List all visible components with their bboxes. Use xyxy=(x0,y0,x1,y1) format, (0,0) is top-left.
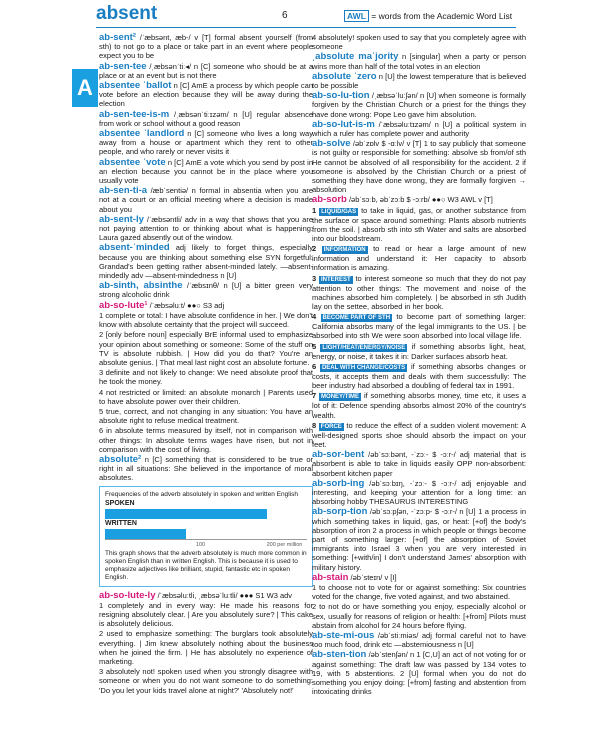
dictionary-entry xyxy=(312,244,526,272)
sense-label: LIGHT/HEAT/ENERGY/NOISE xyxy=(322,344,406,351)
dictionary-entry xyxy=(312,274,526,312)
dictionary-entry xyxy=(99,591,313,600)
entry-headword: absentee ˈballot xyxy=(99,80,172,92)
dictionary-entry xyxy=(312,342,526,361)
entry-definition: /æbˈsentiə/ n formal in absentia when you are not at a court or an official meeting where a decision is made about you xyxy=(99,186,313,214)
dictionary-entry xyxy=(99,129,313,157)
entry-definition: 5 true, correct, and not changing in any situation: You have an absolute right to refuse medical treatment. xyxy=(99,406,313,426)
entry-definition: /əbˈstiːmiəs/ adj formal careful not to have too much food, drink etc —abstemiousness n [U] xyxy=(312,630,526,650)
entry-definition: /ˈæbsəluːt/ ●●○ S3 adj xyxy=(149,300,225,310)
entry-definition: /əbˈsɔːb, əbˈzɔːb $ -ɔːrb/ ●●○ W3 AWL v [T] xyxy=(348,195,493,205)
entry-headword: ab-ste-mi-ous xyxy=(312,629,375,641)
page-number: 6 xyxy=(282,10,288,21)
entry-definition: /əbˈstenʃən/ n 1 [C,U] an act of not voting for or against something: The draft law was passed by 134 votes to 19, with 5 abstentions. 2 [U] formal when you do not do something you enjoy doing: [+from] fasting and abstention from intoxicating drinks xyxy=(312,650,526,697)
sense-label: DEAL WITH CHANGE/COSTS xyxy=(321,364,406,371)
sense-label: BECOME PART OF STH xyxy=(322,315,391,322)
entry-headword: ab-sorb-ing xyxy=(312,477,365,489)
dictionary-entry xyxy=(312,72,526,90)
entry-headword: ˌabsolute maˈjority xyxy=(312,51,399,63)
entry-definition: /ˈæbsəluːtɪzəm/ n [U] a political system in which a ruler has complete power and authority xyxy=(312,119,526,139)
entry-headword: ab-sorb xyxy=(312,194,347,206)
sense-number: 2 xyxy=(312,244,317,254)
entry-definition: 3 definite and not likely to change: We need absolute proof that he took the money. xyxy=(99,368,313,387)
entry-headword: absolute ˈzero xyxy=(312,70,377,82)
dictionary-entry xyxy=(312,650,526,696)
dictionary-entry xyxy=(99,426,313,454)
entry-definition: n [U] the lowest temperature that is believed to be possible xyxy=(312,71,526,91)
dictionary-entry xyxy=(312,631,526,649)
sense-number: 8 xyxy=(312,420,317,430)
entry-definition: 2 to not do or have something you enjoy, especially alcohol or sex, usually for reasons of religion or health: [+from] Pilots must abstain from alcohol for 24 hours before flying. xyxy=(312,602,526,630)
entry-definition: n [C] something that is considered to be true or right in all situations: She believed in the importance of moral absolutes. xyxy=(99,454,313,483)
entry-definition: adj likely to forget things, especially because you are thinking about something else SYN forgetful: Grandad's been getting rather absent-minded lately. —absent-mindedly adv —absent-mindedness n [U] xyxy=(99,243,314,281)
frequency-note: This graph shows that the adverb absolutely is much more common in spoken English than in written English. This is because it is used to emphasize adjectives like brilliant, stupid, fantastic etc in spoken English. xyxy=(105,549,307,581)
entry-definition: /əbˈsɔːbənt, -ˈzɔː- $ -ɔːr-/ adj material that is absorbent is able to take in liquids easily OPP non-absorbent: absorbent kitchen paper xyxy=(312,450,526,478)
dictionary-entry xyxy=(99,215,313,243)
entry-headword: absentee ˈlandlord xyxy=(99,128,185,140)
page-header xyxy=(0,0,600,26)
dictionary-entry xyxy=(312,391,526,419)
dictionary-entry xyxy=(99,281,313,299)
dictionary-entry xyxy=(312,573,526,582)
entry-definition: /ˌæbsəˈluːʃən/ n [U] when someone is formally forgiven by the Christian Church or a priest for the things they have done wrong: Pope Leo gave him absolution. xyxy=(312,91,526,119)
entry-headword: absent-ˈminded xyxy=(99,242,170,254)
dictionary-entry xyxy=(99,388,313,406)
left-tail-entries xyxy=(99,591,313,695)
entry-definition: /əbˈsɔːpʃən, -ˈzɔːp- $ -ɔːr-/ n [U] 1 a process in which something takes in liquid, gas, or heat: [+of] the body's absorption of iron 2 a process in which people or things become part of something larger: [+of] the absorption of Soviet immigrants into Israel 3 when you are very interested in something: [+with/in] I don't understand James' absorption with military history. xyxy=(312,507,526,572)
dictionary-entry xyxy=(312,33,526,51)
entry-headword: ab-sent-ly xyxy=(99,213,144,225)
dictionary-entry xyxy=(312,52,526,70)
sense-number: 4 xyxy=(312,312,317,322)
dictionary-entry xyxy=(312,91,526,119)
entry-definition: /əbˈsteɪn/ v [I] xyxy=(350,572,397,582)
right-entries xyxy=(312,33,526,696)
dictionary-entry xyxy=(99,667,313,695)
side-letter-tab: A xyxy=(72,69,98,107)
entry-headword: ab-so-lute-ly xyxy=(99,589,156,601)
entry-definition: if something absorbs money, time etc, it uses a lot of it: Defence spending absorbs almost 20% of the country's wealth. xyxy=(312,391,526,420)
frequency-axis xyxy=(105,539,307,550)
sense-number: 7 xyxy=(312,391,317,401)
dictionary-entry xyxy=(99,311,313,329)
axis-tick: 100 xyxy=(195,541,206,548)
dictionary-entry xyxy=(312,450,526,478)
dictionary-entry xyxy=(99,186,313,214)
entry-definition: 4 absolutely! spoken used to say that you completely agree with someone xyxy=(312,33,526,52)
entry-definition: 2 used to emphasize something: The burglars took absolutely everything. | Jim knew absolutely nothing about the business when he joined the firm. | He has absolutely no experience of marketing. xyxy=(99,629,313,666)
dictionary-entry xyxy=(312,362,526,390)
dictionary-entry xyxy=(99,301,313,310)
dictionary-entry xyxy=(99,455,313,483)
entry-definition: 1 completely and in every way: He made his reasons for resigning absolutely clear. | Are you absolutely sure? | This cake is absolutely delicious. xyxy=(99,600,313,629)
dictionary-entry xyxy=(99,110,313,128)
entry-headword: ab-sen-ti-a xyxy=(99,185,148,197)
entry-definition: if something absorbs light, heat, energy, or noise, it takes it in: Darker surfaces absorb heat. xyxy=(312,341,526,361)
awl-legend xyxy=(344,11,512,21)
bar-label: SPOKEN xyxy=(105,499,307,509)
dictionary-entry xyxy=(312,583,526,601)
sense-number: 3 xyxy=(312,273,317,283)
dictionary-entry xyxy=(99,368,313,386)
entry-definition: n [C] someone who lives a long way away from a house or apartment which they rent to other people, and who rarely or never visits it xyxy=(99,129,313,157)
entry-headword: ab-sen-tee-is-m xyxy=(99,108,170,120)
dictionary-entry xyxy=(312,195,526,204)
entry-definition: to become part of something larger: California absorbs many of the legal immigrants to the US. | be absorbed into sth We were soon absorbed into local village life. xyxy=(312,312,526,341)
dictionary-entry xyxy=(312,507,526,571)
entry-definition: n [singular] when a party or person wins more than half of the total votes in an election xyxy=(312,52,526,71)
right-column xyxy=(312,33,526,697)
entry-definition: 4 not restricted or limited: an absolute monarch | Parents used to have absolute power over their children. xyxy=(99,387,313,406)
entry-headword: ab-so-lute¹ xyxy=(99,299,148,311)
entry-definition: 3 absolutely not! spoken used when you strongly disagree with someone or when you do not want someone to do something: 'Do you let your kids travel alone at night?' 'Absolutely not!' xyxy=(99,667,313,695)
entry-definition: /əbˈzɒlv $ -ɑːlv/ v [T] 1 to say publicly that someone is not guilty or responsible for something: absolve sb from/of sth He cannot be absolved of all responsibility for the accident. 2 if someone is absolved by the Christian Church or a priest of something they have done wrong, they are formally forgiven → absolution xyxy=(312,139,526,195)
frequency-bars xyxy=(105,499,307,539)
entry-headword: absolute² xyxy=(99,453,142,465)
entry-headword: ab-sent² xyxy=(99,32,136,43)
entry-definition: 1 to choose not to vote for or against something: Six countries voted for the change, five voted against, and two abstained. xyxy=(312,582,526,602)
entry-definition: 1 complete or total: I have absolute confidence in her. | We don't know with absolute certainty that the project will succeed. xyxy=(99,310,313,330)
header-rule xyxy=(96,27,516,28)
dictionary-entry xyxy=(312,602,526,630)
dictionary-entry xyxy=(99,158,313,186)
entry-definition: if something absorbs changes or costs, it accepts them and deals with them successfully: The beer industry had absorbed a doubling of federal tax in 1991. xyxy=(312,361,526,391)
awl-badge: AWL xyxy=(344,10,369,22)
entry-headword: ab-so-lut-is-m xyxy=(312,118,375,130)
entry-definition: /ˈæbsənt, æb-/ v [T] formal absent yourself (from sth) to not go to a place or take part in an event where people expect you to be xyxy=(99,33,313,61)
dictionary-entry xyxy=(99,243,313,280)
entry-definition: /əbˈsɔːbɪŋ, -ˈzɔː- $ -ɔːr-/ adj enjoyable and interesting, and keeping your attention for a long time: an absorbing hobby THESAURUS INTERESTING xyxy=(312,478,526,507)
sense-label: LIQUID/GAS xyxy=(321,208,357,215)
dictionary-entry xyxy=(99,330,313,367)
dictionary-entry xyxy=(312,312,526,340)
entry-definition: 6 in absolute terms measured by itself, not in comparison with other things: In absolute terms wages have risen, but not in comparison with the cost of living. xyxy=(99,426,313,454)
entry-definition: to read or hear a large amount of new information and understand it: Her capacity to absorb information is amazing. xyxy=(312,244,526,273)
entry-headword: absentee ˈvote xyxy=(99,156,166,168)
entry-definition: to reduce the effect of a sudden violent movement: A well-designed sports shoe should absorb the impact on your feet. xyxy=(312,420,526,449)
entry-headword: ab-sen-tee xyxy=(99,60,147,72)
sense-label: MONEY/TIME xyxy=(321,394,360,401)
entry-headword: ab-sinth, absinthe xyxy=(99,280,183,292)
frequency-box xyxy=(99,486,313,587)
dictionary-entry xyxy=(312,139,526,194)
dictionary-entry xyxy=(312,206,526,244)
entry-definition: to interest someone so much that they do not pay attention to other things: The movement and noise of the machines absorbed him completely. | be absorbed in sth Judith lay on the settee, absorbed in her book. xyxy=(312,273,527,312)
entry-headword: ab-solve xyxy=(312,138,351,150)
dictionary-entry xyxy=(312,120,526,138)
dictionary-entry xyxy=(99,62,313,80)
dictionary-entry xyxy=(312,479,526,507)
dictionary-entry xyxy=(99,601,313,629)
entry-definition: 2 [only before noun] especially BrE informal used to emphasize your opinion about something or someone: Some of the stuff on TV is absolute rubbish. | How did you do that? You're an absolute genius. | That meal last night cost an absolute fortune. xyxy=(99,330,313,367)
entry-definition: /ˈæbsəluːtli, ˌæbsəˈluːtli/ ●●● S1 W3 adv xyxy=(157,590,293,600)
entry-definition: /ˈæbsɪnθ/ n [U] a bitter green very strong alcoholic drink xyxy=(99,281,313,300)
awl-description: = words from the Academic Word List xyxy=(371,11,513,21)
dictionary-entry xyxy=(99,33,313,61)
sense-number: 6 xyxy=(312,361,317,371)
dictionary-entry xyxy=(312,421,526,449)
entry-headword: ab-sor-bent xyxy=(312,449,365,461)
entry-definition: /ˈæbsəntli/ adv in a way that shows that you are not paying attention to or thinking about what is happening: Laura gazed absently out of the window. xyxy=(99,214,313,243)
left-entries xyxy=(99,33,313,483)
axis-tick: 200 per million xyxy=(266,541,303,548)
bar-label: WRITTEN xyxy=(105,519,307,529)
page-headword: absent xyxy=(96,3,158,24)
dictionary-entry xyxy=(99,407,313,425)
entry-headword: ab-sten-tion xyxy=(312,649,367,661)
dictionary-entry xyxy=(99,81,313,109)
frequency-bar xyxy=(105,509,267,519)
entry-definition: to take in liquid, gas, or another substance from the surface or space around something: Plants absorb nutrients from the soil. | absorb sth into sth Water and salts are absorbed into our bloodstream. xyxy=(312,205,526,244)
entry-headword: ab-so-lu-tion xyxy=(312,90,370,102)
dictionary-entry xyxy=(99,629,313,666)
entry-headword: ab-sorp-tion xyxy=(312,506,368,518)
entry-definition: /ˌæbsənˈtiːɪzəm/ n [U] regular absence from work or school without a good reason xyxy=(99,109,313,128)
entry-definition: n [C] AmE a process by which people can vote before an election because they will be away during the election xyxy=(99,81,313,109)
sense-label: INFORMATION xyxy=(323,247,366,254)
left-column xyxy=(99,33,313,696)
sense-label: INTEREST xyxy=(320,276,351,283)
sense-number: 5 xyxy=(312,341,317,351)
entry-definition: n [C] AmE a vote which you send by post in an election because you cannot be in the place where you usually vote xyxy=(99,157,313,186)
sense-number: 1 xyxy=(312,205,317,215)
frequency-bar xyxy=(105,529,186,539)
entry-definition: /ˌæbsənˈtiː◂/ n [C] someone who should be at a place or at an event but is not there xyxy=(99,61,313,80)
sense-label: FORCE xyxy=(320,423,342,430)
frequency-title: Frequencies of the adverb absolutely in spoken and written English xyxy=(105,490,298,498)
entry-headword: ab-stain xyxy=(312,571,349,583)
